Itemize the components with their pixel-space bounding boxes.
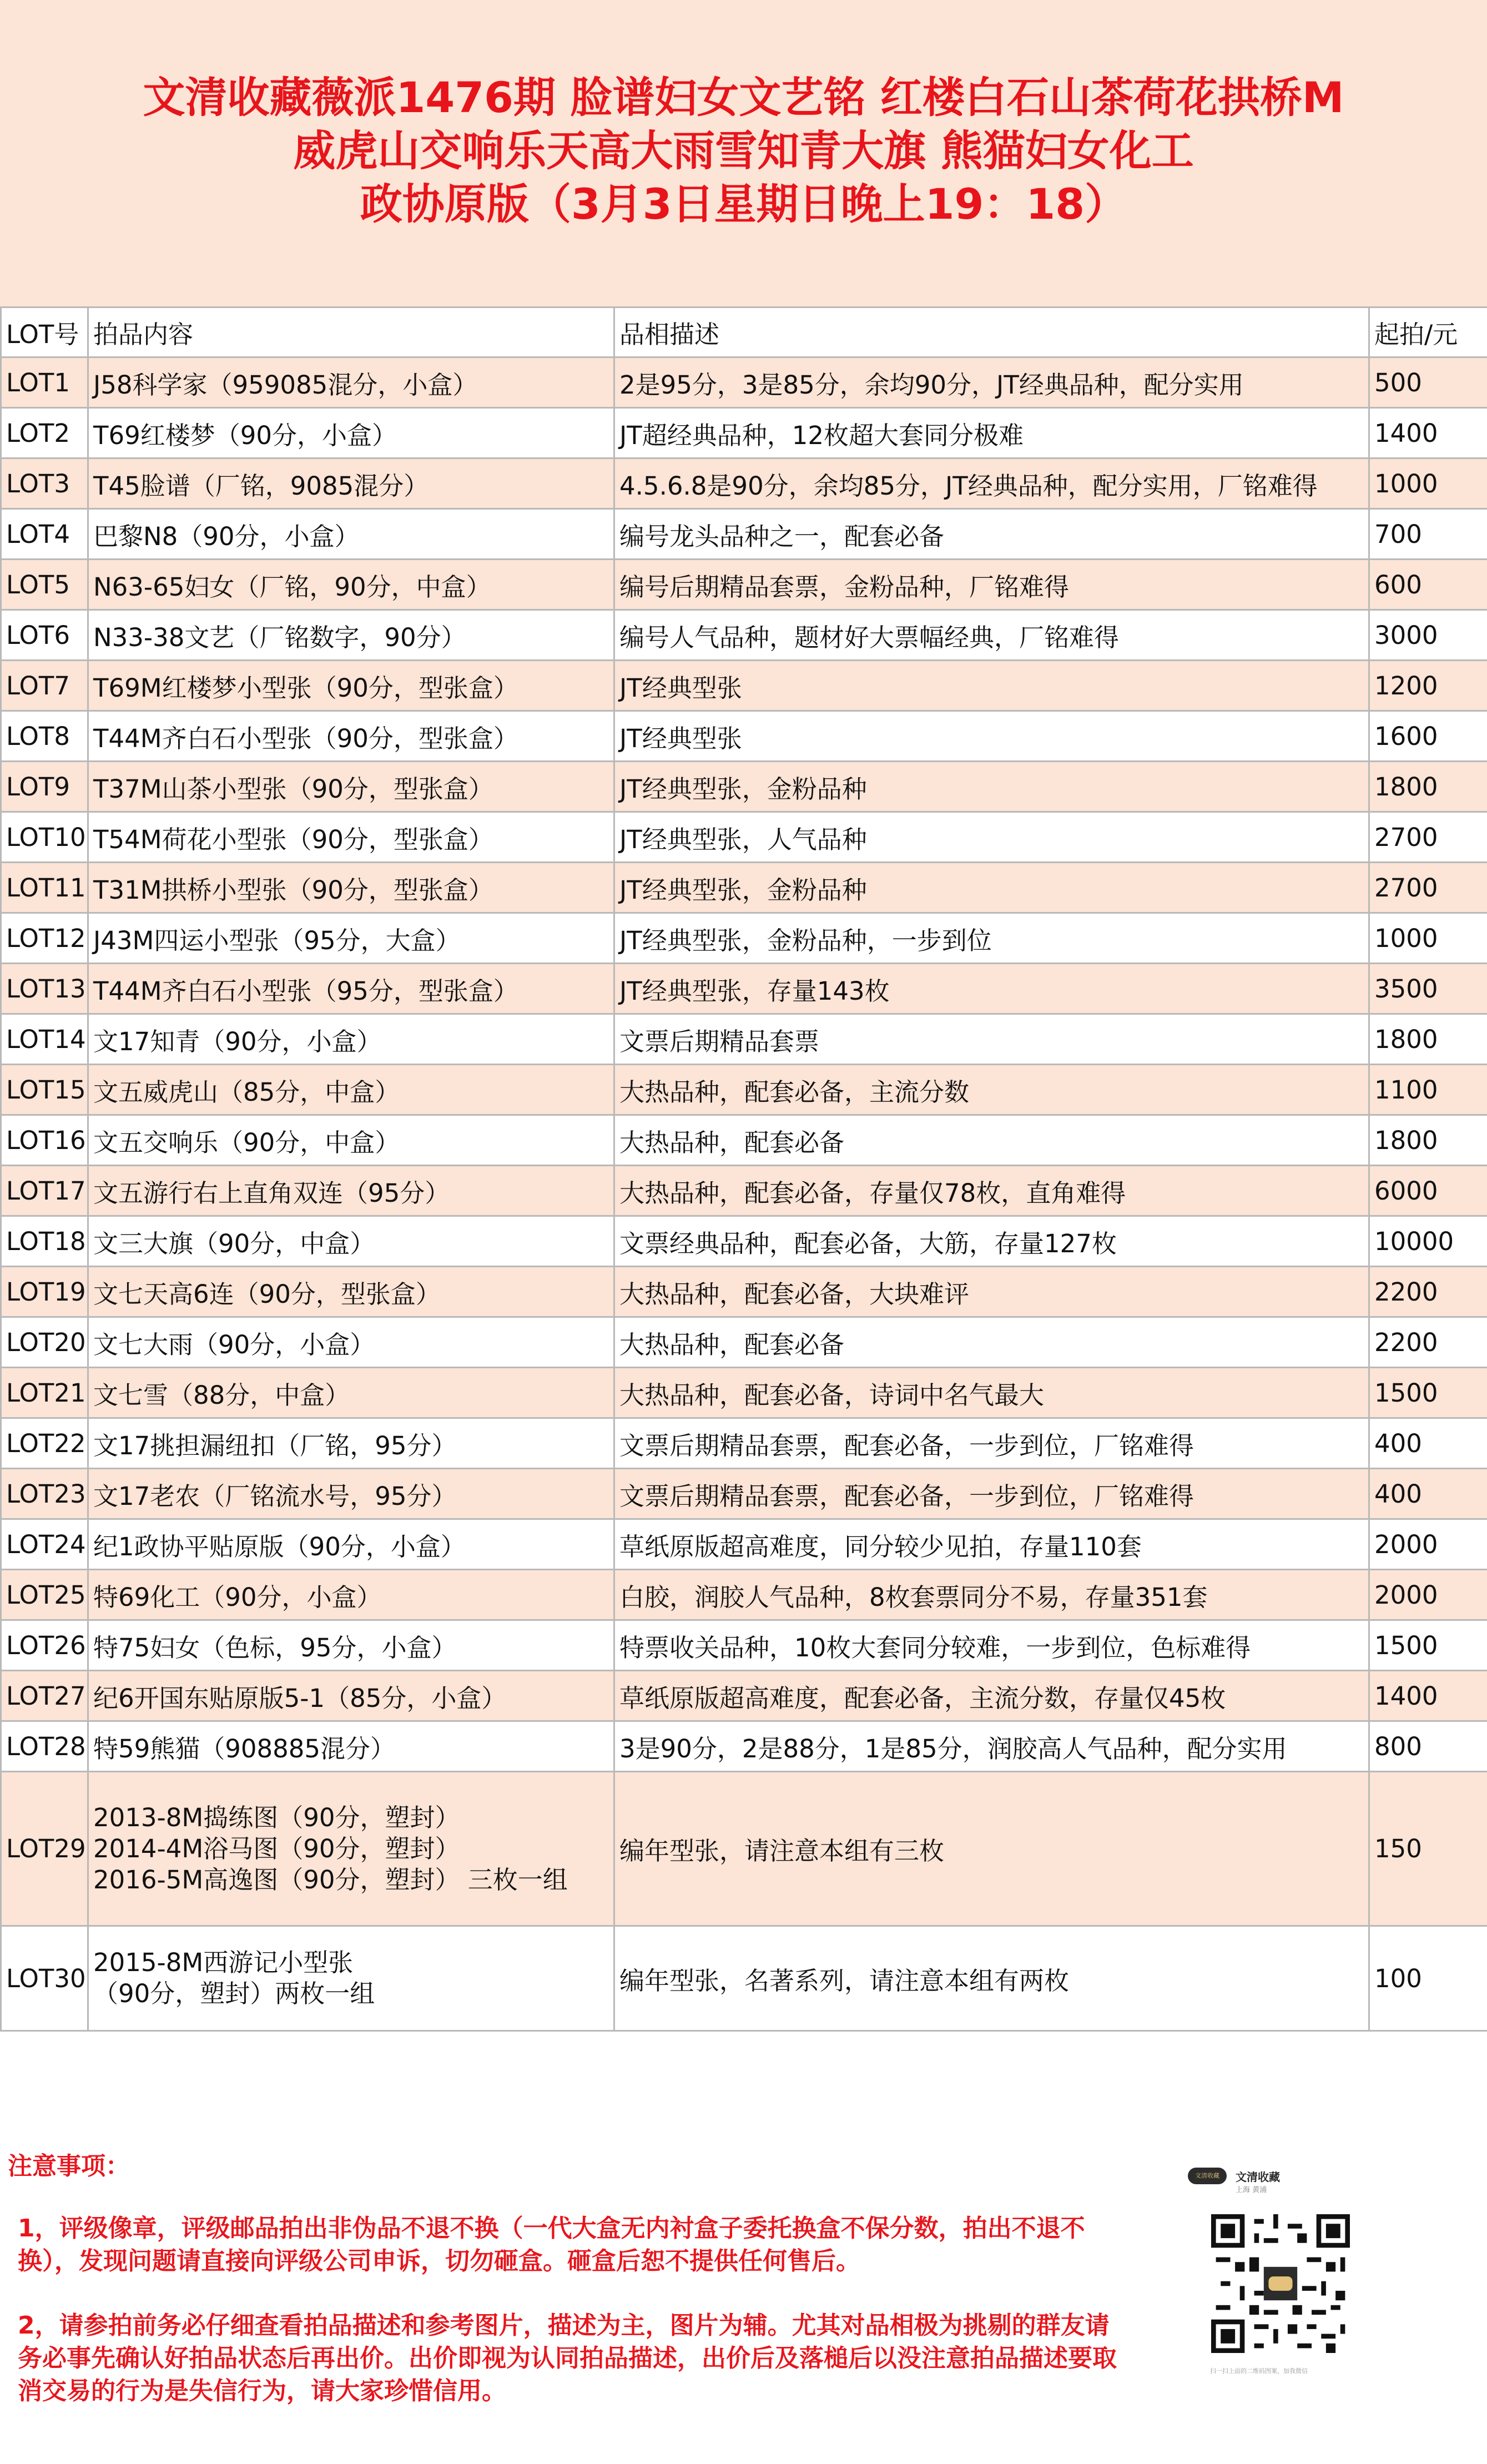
lot-content: T37M山茶小型张（90分，型张盒） [88,762,614,812]
lot-number: LOT20 [1,1317,88,1368]
table-row [1,1620,1487,1671]
lot-content: T69红楼梦（90分，小盒） [88,408,614,458]
lot-description: JT超经典品种，12枚超大套同分极难 [614,408,1369,458]
table-row [1,661,1487,711]
lot-content: N33-38文艺（厂铭数字，90分） [88,610,614,661]
lot-description: 文票经典品种，配套必备，大筋，存量127枚 [614,1216,1369,1267]
lot-description: JT经典型张 [614,661,1369,711]
lot-number: LOT1 [1,357,88,408]
notes-paragraph-1: 1，评级像章，评级邮品拍出非伪品不退不换（一代大盒无内衬盒子委托换盒不保分数，拍出不退不换），发现问题请直接向评级公司申诉，切勿砸盒。砸盒后恕不提供任何售后。 [18,2214,1085,2275]
lot-content: 巴黎N8（90分，小盒） [88,509,614,560]
table-row [1,560,1487,610]
table-row [1,1926,1487,2031]
lot-content: 特75妇女（色标，95分，小盒） [88,1620,614,1671]
lot-price: 1000 [1369,458,1487,509]
lot-content-line: 2015-8M西游记小型张 [93,1948,354,1977]
lot-description: 文票后期精品套票，配套必备，一步到位，厂铭难得 [614,1418,1369,1469]
lot-price: 2200 [1369,1267,1487,1317]
lot-content: T31M拱桥小型张（90分，型张盒） [88,863,614,913]
lot-price: 600 [1369,560,1487,610]
title-line: 威虎山交响乐天高大雨雪知青大旗 熊猫妇女化工 [293,126,1194,175]
lot-number: LOT12 [1,913,88,964]
qr-caption: 扫一扫上面的二维码图案，加我微信 [1210,2367,1308,2375]
table-row [1,1065,1487,1115]
table-row [1,964,1487,1014]
table-row [1,458,1487,509]
lot-content: T45脸谱（厂铭，9085混分） [88,458,614,509]
lot-number: LOT6 [1,610,88,661]
lot-price: 1200 [1369,661,1487,711]
lot-number: LOT19 [1,1267,88,1317]
lot-content-line: （90分，塑封）两枚一组 [93,1979,375,2008]
lot-price: 1000 [1369,913,1487,964]
header-lot: LOT号 [1,308,88,357]
lot-content: T44M齐白石小型张（95分，型张盒） [88,964,614,1014]
qr-code-icon [1206,2214,1355,2353]
lot-content: 文17挑担漏纽扣（厂铭，95分） [88,1418,614,1469]
lot-content-line: 2013-8M捣练图（90分，塑封） [93,1802,460,1832]
lot-price: 3000 [1369,610,1487,661]
lot-number: LOT14 [1,1014,88,1065]
lot-price: 100 [1369,1926,1487,2031]
lot-content-line: 2014-4M浴马图（90分，塑封） [93,1833,460,1863]
lot-price: 1100 [1369,1065,1487,1115]
lot-price: 700 [1369,509,1487,560]
table-row [1,812,1487,863]
lot-description: 编号人气品种，题材好大票幅经典，厂铭难得 [614,610,1369,661]
lot-number: LOT8 [1,711,88,762]
qr-account-name: 文清收藏 [1236,2170,1280,2184]
lot-content: 文五威虎山（85分，中盒） [88,1065,614,1115]
table-row [1,357,1487,408]
table-row [1,509,1487,560]
lot-number: LOT16 [1,1115,88,1166]
lot-description: 大热品种，配套必备，诗词中名气最大 [614,1368,1369,1418]
table-row [1,762,1487,812]
lot-description: JT经典型张，金粉品种 [614,762,1369,812]
table-row [1,863,1487,913]
title-line: 政协原版（3月3日星期日晚上19：18） [360,179,1127,229]
lot-number: LOT13 [1,964,88,1014]
lot-description: 编号后期精品套票，金粉品种，厂铭难得 [614,560,1369,610]
lot-description: 大热品种，配套必备，大块难评 [614,1267,1369,1317]
lot-content: 文17知青（90分，小盒） [88,1014,614,1065]
lot-price: 1500 [1369,1368,1487,1418]
table-row [1,711,1487,762]
table-row [1,1671,1487,1721]
lot-number: LOT25 [1,1570,88,1620]
lot-description: JT经典型张，金粉品种，一步到位 [614,913,1369,964]
lot-content: 文五游行右上直角双连（95分） [88,1166,614,1216]
table-row [1,913,1487,964]
table-row [1,1368,1487,1418]
lot-number: LOT23 [1,1469,88,1519]
table-row [1,1772,1487,1926]
table-row [1,1317,1487,1368]
lot-content: 文七天高6连（90分，型张盒） [88,1267,614,1317]
lot-price: 500 [1369,357,1487,408]
lot-number: LOT15 [1,1065,88,1115]
lot-description: 白胶，润胶人气品种，8枚套票同分不易，存量351套 [614,1570,1369,1620]
lot-description: 大热品种，配套必备 [614,1115,1369,1166]
lot-number: LOT4 [1,509,88,560]
lot-content: T54M荷花小型张（90分，型张盒） [88,812,614,863]
lot-number: LOT10 [1,812,88,863]
lot-description: JT经典型张，金粉品种 [614,863,1369,913]
lot-price: 3500 [1369,964,1487,1014]
lot-price: 400 [1369,1469,1487,1519]
lot-description: 大热品种，配套必备，存量仅78枚，直角难得 [614,1166,1369,1216]
lot-content: 纪6开国东贴原版5-1（85分，小盒） [88,1671,614,1721]
lot-description: 文票后期精品套票，配套必备，一步到位，厂铭难得 [614,1469,1369,1519]
lot-content: 纪1政协平贴原版（90分，小盒） [88,1519,614,1570]
lot-content: 特59熊猫（908885混分） [88,1721,614,1772]
table-row [1,1418,1487,1469]
lot-number: LOT5 [1,560,88,610]
lot-price: 400 [1369,1418,1487,1469]
table-row [1,1216,1487,1267]
table-row [1,1570,1487,1620]
lot-price: 1800 [1369,762,1487,812]
lot-price: 1500 [1369,1620,1487,1671]
qr-card [1188,2165,1354,2375]
lot-number: LOT11 [1,863,88,913]
lot-description: 草纸原版超高难度，配套必备，主流分数，存量仅45枚 [614,1671,1369,1721]
lot-price: 10000 [1369,1216,1487,1267]
lot-price: 1400 [1369,1671,1487,1721]
lot-content [88,1926,614,2031]
lot-description: 文票后期精品套票 [614,1014,1369,1065]
lot-description: JT经典型张，存量143枚 [614,964,1369,1014]
lot-price: 1600 [1369,711,1487,762]
lot-price: 150 [1369,1772,1487,1926]
lot-price: 2000 [1369,1570,1487,1620]
notes-paragraph-2: 2，请参拍前务必仔细查看拍品描述和参考图片，描述为主，图片为辅。尤其对品相极为挑剔的群友请务必事先确认好拍品状态后再出价。出价即视为认同拍品描述，出价后及落槌后以没注意拍品描述要取消交易的行为是失信行为，请大家珍惜信用。 [18,2311,1117,2405]
lot-number: LOT7 [1,661,88,711]
page-title [0,71,1487,231]
lot-description: 大热品种，配套必备 [614,1317,1369,1368]
notes-section [0,2087,1487,2464]
notes-title: 注意事项： [8,2152,130,2180]
lot-price: 1400 [1369,408,1487,458]
lot-table [0,306,1487,2032]
lot-content: J58科学家（959085混分，小盒） [88,357,614,408]
lot-number: LOT24 [1,1519,88,1570]
lot-content: J43M四运小型张（95分，大盒） [88,913,614,964]
lot-price: 800 [1369,1721,1487,1772]
lot-price: 2200 [1369,1317,1487,1368]
table-header-row [1,308,1487,357]
table-row [1,1267,1487,1317]
lot-content: 特69化工（90分，小盒） [88,1570,614,1620]
lot-number: LOT28 [1,1721,88,1772]
lot-number: LOT17 [1,1166,88,1216]
lot-description: JT经典型张，人气品种 [614,812,1369,863]
lot-content: 文七雪（88分，中盒） [88,1368,614,1418]
lot-description: 编号龙头品种之一，配套必备 [614,509,1369,560]
lot-content: T69M红楼梦小型张（90分，型张盒） [88,661,614,711]
lot-description: 编年型张，名著系列，请注意本组有两枚 [614,1926,1369,2031]
table-row [1,1469,1487,1519]
lot-description: 2是95分，3是85分，余均90分，JT经典品种，配分实用 [614,357,1369,408]
lot-content: N63-65妇女（厂铭，90分，中盒） [88,560,614,610]
lot-price: 1800 [1369,1115,1487,1166]
table-row [1,1014,1487,1065]
lot-description: 4.5.6.8是90分，余均85分，JT经典品种，配分实用，厂铭难得 [614,458,1369,509]
lot-content: 文三大旗（90分，中盒） [88,1216,614,1267]
lot-number: LOT3 [1,458,88,509]
header-desc: 品相描述 [614,308,1369,357]
brand-logo: 文清收藏 [1188,2168,1227,2184]
header-banner [0,0,1487,306]
lot-number: LOT30 [1,1926,88,2031]
lot-price: 2700 [1369,863,1487,913]
lot-description: 3是90分，2是88分，1是85分，润胶高人气品种，配分实用 [614,1721,1369,1772]
table-row [1,1721,1487,1772]
lot-description: JT经典型张 [614,711,1369,762]
title-line: 文清收藏薇派1476期 脸谱妇女文艺铭 红楼白石山茶荷花拱桥M [143,73,1344,122]
lot-content: 文五交响乐（90分，中盒） [88,1115,614,1166]
table-row [1,1166,1487,1216]
lot-number: LOT2 [1,408,88,458]
lot-number: LOT29 [1,1772,88,1926]
qr-location: 上海 黄浦 [1236,2186,1267,2194]
lot-number: LOT18 [1,1216,88,1267]
lot-number: LOT9 [1,762,88,812]
lot-description: 编年型张，请注意本组有三枚 [614,1772,1369,1926]
lot-number: LOT21 [1,1368,88,1418]
table-row [1,1115,1487,1166]
lot-description: 大热品种，配套必备，主流分数 [614,1065,1369,1115]
lot-content-line: 2016-5M高逸图（90分，塑封） 三枚一组 [93,1865,568,1894]
lot-content: 文17老农（厂铭流水号，95分） [88,1469,614,1519]
lot-price: 6000 [1369,1166,1487,1216]
lot-description: 特票收关品种，10枚大套同分较难，一步到位，色标难得 [614,1620,1369,1671]
header-content: 拍品内容 [88,308,614,357]
lot-price: 2700 [1369,812,1487,863]
table-row [1,408,1487,458]
lot-price: 1800 [1369,1014,1487,1065]
lot-number: LOT27 [1,1671,88,1721]
lot-content: T44M齐白石小型张（90分，型张盒） [88,711,614,762]
lot-content: 文七大雨（90分，小盒） [88,1317,614,1368]
header-price: 起拍/元 [1369,308,1487,357]
lot-content [88,1772,614,1926]
lot-description: 草纸原版超高难度，同分较少见拍，存量110套 [614,1519,1369,1570]
lot-number: LOT26 [1,1620,88,1671]
table-row [1,1519,1487,1570]
lot-price: 2000 [1369,1519,1487,1570]
table-row [1,610,1487,661]
lot-number: LOT22 [1,1418,88,1469]
